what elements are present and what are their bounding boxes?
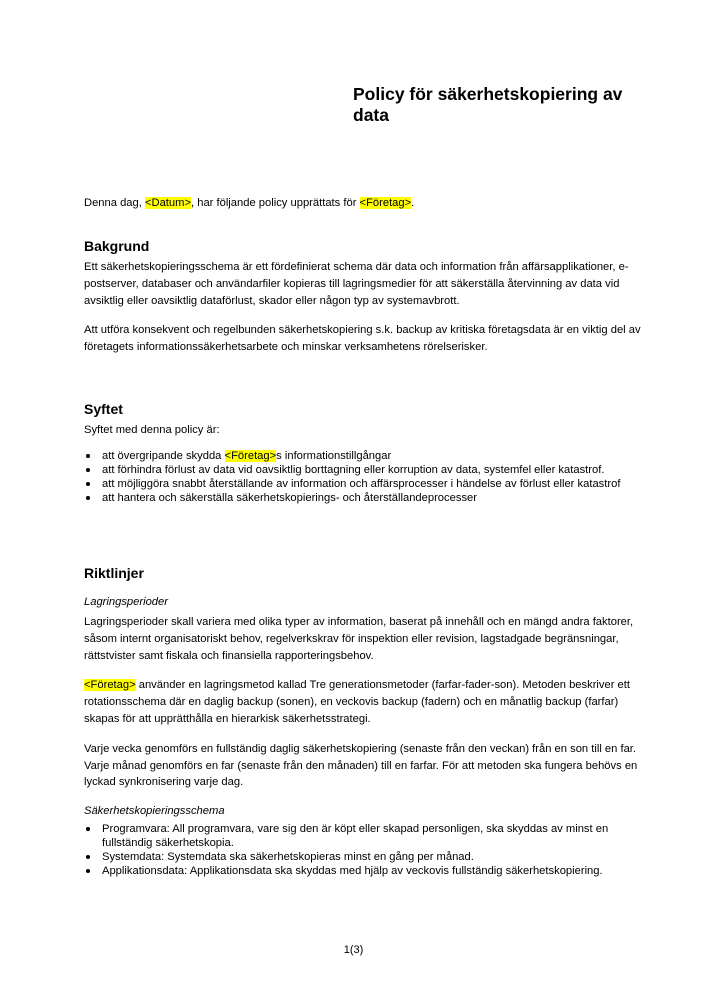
list-item: att förhindra förlust av data vid oavsiktlig borttagning eller korruption av data, systemfel eller katastrof. [84,463,644,477]
subheading-sakerhetskopieringsschema: Säkerhetskopieringsschema [84,805,225,818]
schema-list [84,822,644,878]
intro-prefix: Denna dag, [84,197,145,209]
subheading-lagringsperioder: Lagringsperioder [84,596,168,608]
heading-riktlinjer: Riktlinjer [84,565,144,581]
heading-bakgrund: Bakgrund [84,238,150,254]
bullet-icon [86,454,90,458]
bakgrund-paragraph-2: Att utföra konsekvent och regelbunden säkerhetskopiering s.k. backup av kritiska företagsdata är en viktig del av företagets informationssäkerhetsarbete och minskar verksamhetens rörelserisker. [84,324,641,354]
bakgrund-paragraph-1: Ett säkerhetskopieringsschema är ett fördefinierat schema där data och information från affärsapplikationer, e-postserver, databaser och användarfiler kopieras till lagringsmedier för att säkerställa återvinning av data vid avsiktlig eller oavsiktlig dataförlust, skador eller någon typ av systemavbrott. [84,261,629,307]
section-riktlinjer [84,564,644,878]
riktlinjer-paragraph-2: <Företag> använder en lagringsmetod kallad Tre generationsmetoder (farfar-fader-son). Metoden beskriver ett rotationsschema där en daglig backup (sonen), en veckovis backup (fadern) och en månatlig backup (farfar) skapas för att upprätthålla en hierarkisk säkerhetsstrategi. [84,679,630,725]
bullet-icon [86,869,90,873]
intro-middle: , har följande policy upprättats för [191,197,360,209]
section-bakgrund [84,237,644,356]
list-item: att möjliggöra snabbt återställande av information och affärsprocesser i händelse av förlust eller katastrof [84,477,644,491]
riktlinjer-paragraph-3: Varje vecka genomförs en fullständig daglig säkerhetskopiering (senaste från den veckan) från en son till en far. Varje månad genomförs en far (senaste från den månaden) till en farfar. För att metoden ska fungera behövs en lyckad synkronisering varje dag. [84,742,638,789]
company-placeholder: <Företag> [84,679,136,692]
intro-suffix: . [411,197,415,209]
intro-paragraph [84,195,644,212]
date-placeholder: <Datum> [144,197,191,209]
riktlinjer-paragraph-1: Lagringsperioder skall variera med olika typer av information, baserat på innehåll och en mängd andra faktorer, såsom internt organisatoriskt behov, regelverkskrav för inspektion eller revision, lagstadgade begränsningar, rättstvister samt fiskala och finansiella rapporteringsbehov. [84,616,634,662]
list-item: Systemdata: Systemdata ska säkerhetskopieras minst en gång per månad. [84,850,644,864]
list-item: att övergripande skydda <Företag>s informationstillgångar [84,449,644,463]
bullet-icon [86,855,90,859]
syftet-lead: Syftet med denna policy är: [84,424,220,436]
document-title: Policy för säkerhetskopiering av data [353,84,623,125]
bullet-icon [86,827,90,831]
syftet-list [84,449,644,505]
list-item: Applikationsdata: Applikationsdata ska skyddas med hjälp av veckovis fullständig säkerhetskopiering. [84,864,644,878]
bullet-icon [86,482,90,486]
section-syftet [84,400,644,505]
heading-syftet: Syftet [84,401,123,417]
bullet-icon [86,496,90,500]
company-placeholder: <Företag> [359,197,412,209]
list-item: att hantera och säkerställa säkerhetskopierings- och återställandeprocesser [84,491,644,505]
page-number: 1(3) [343,944,364,956]
bullet-icon [86,468,90,472]
company-placeholder: <Företag> [224,449,277,462]
list-item: Programvara: All programvara, vare sig den är köpt eller skapad personligen, ska skyddas av minst en fullständig säkerhetskopia. [84,822,644,850]
